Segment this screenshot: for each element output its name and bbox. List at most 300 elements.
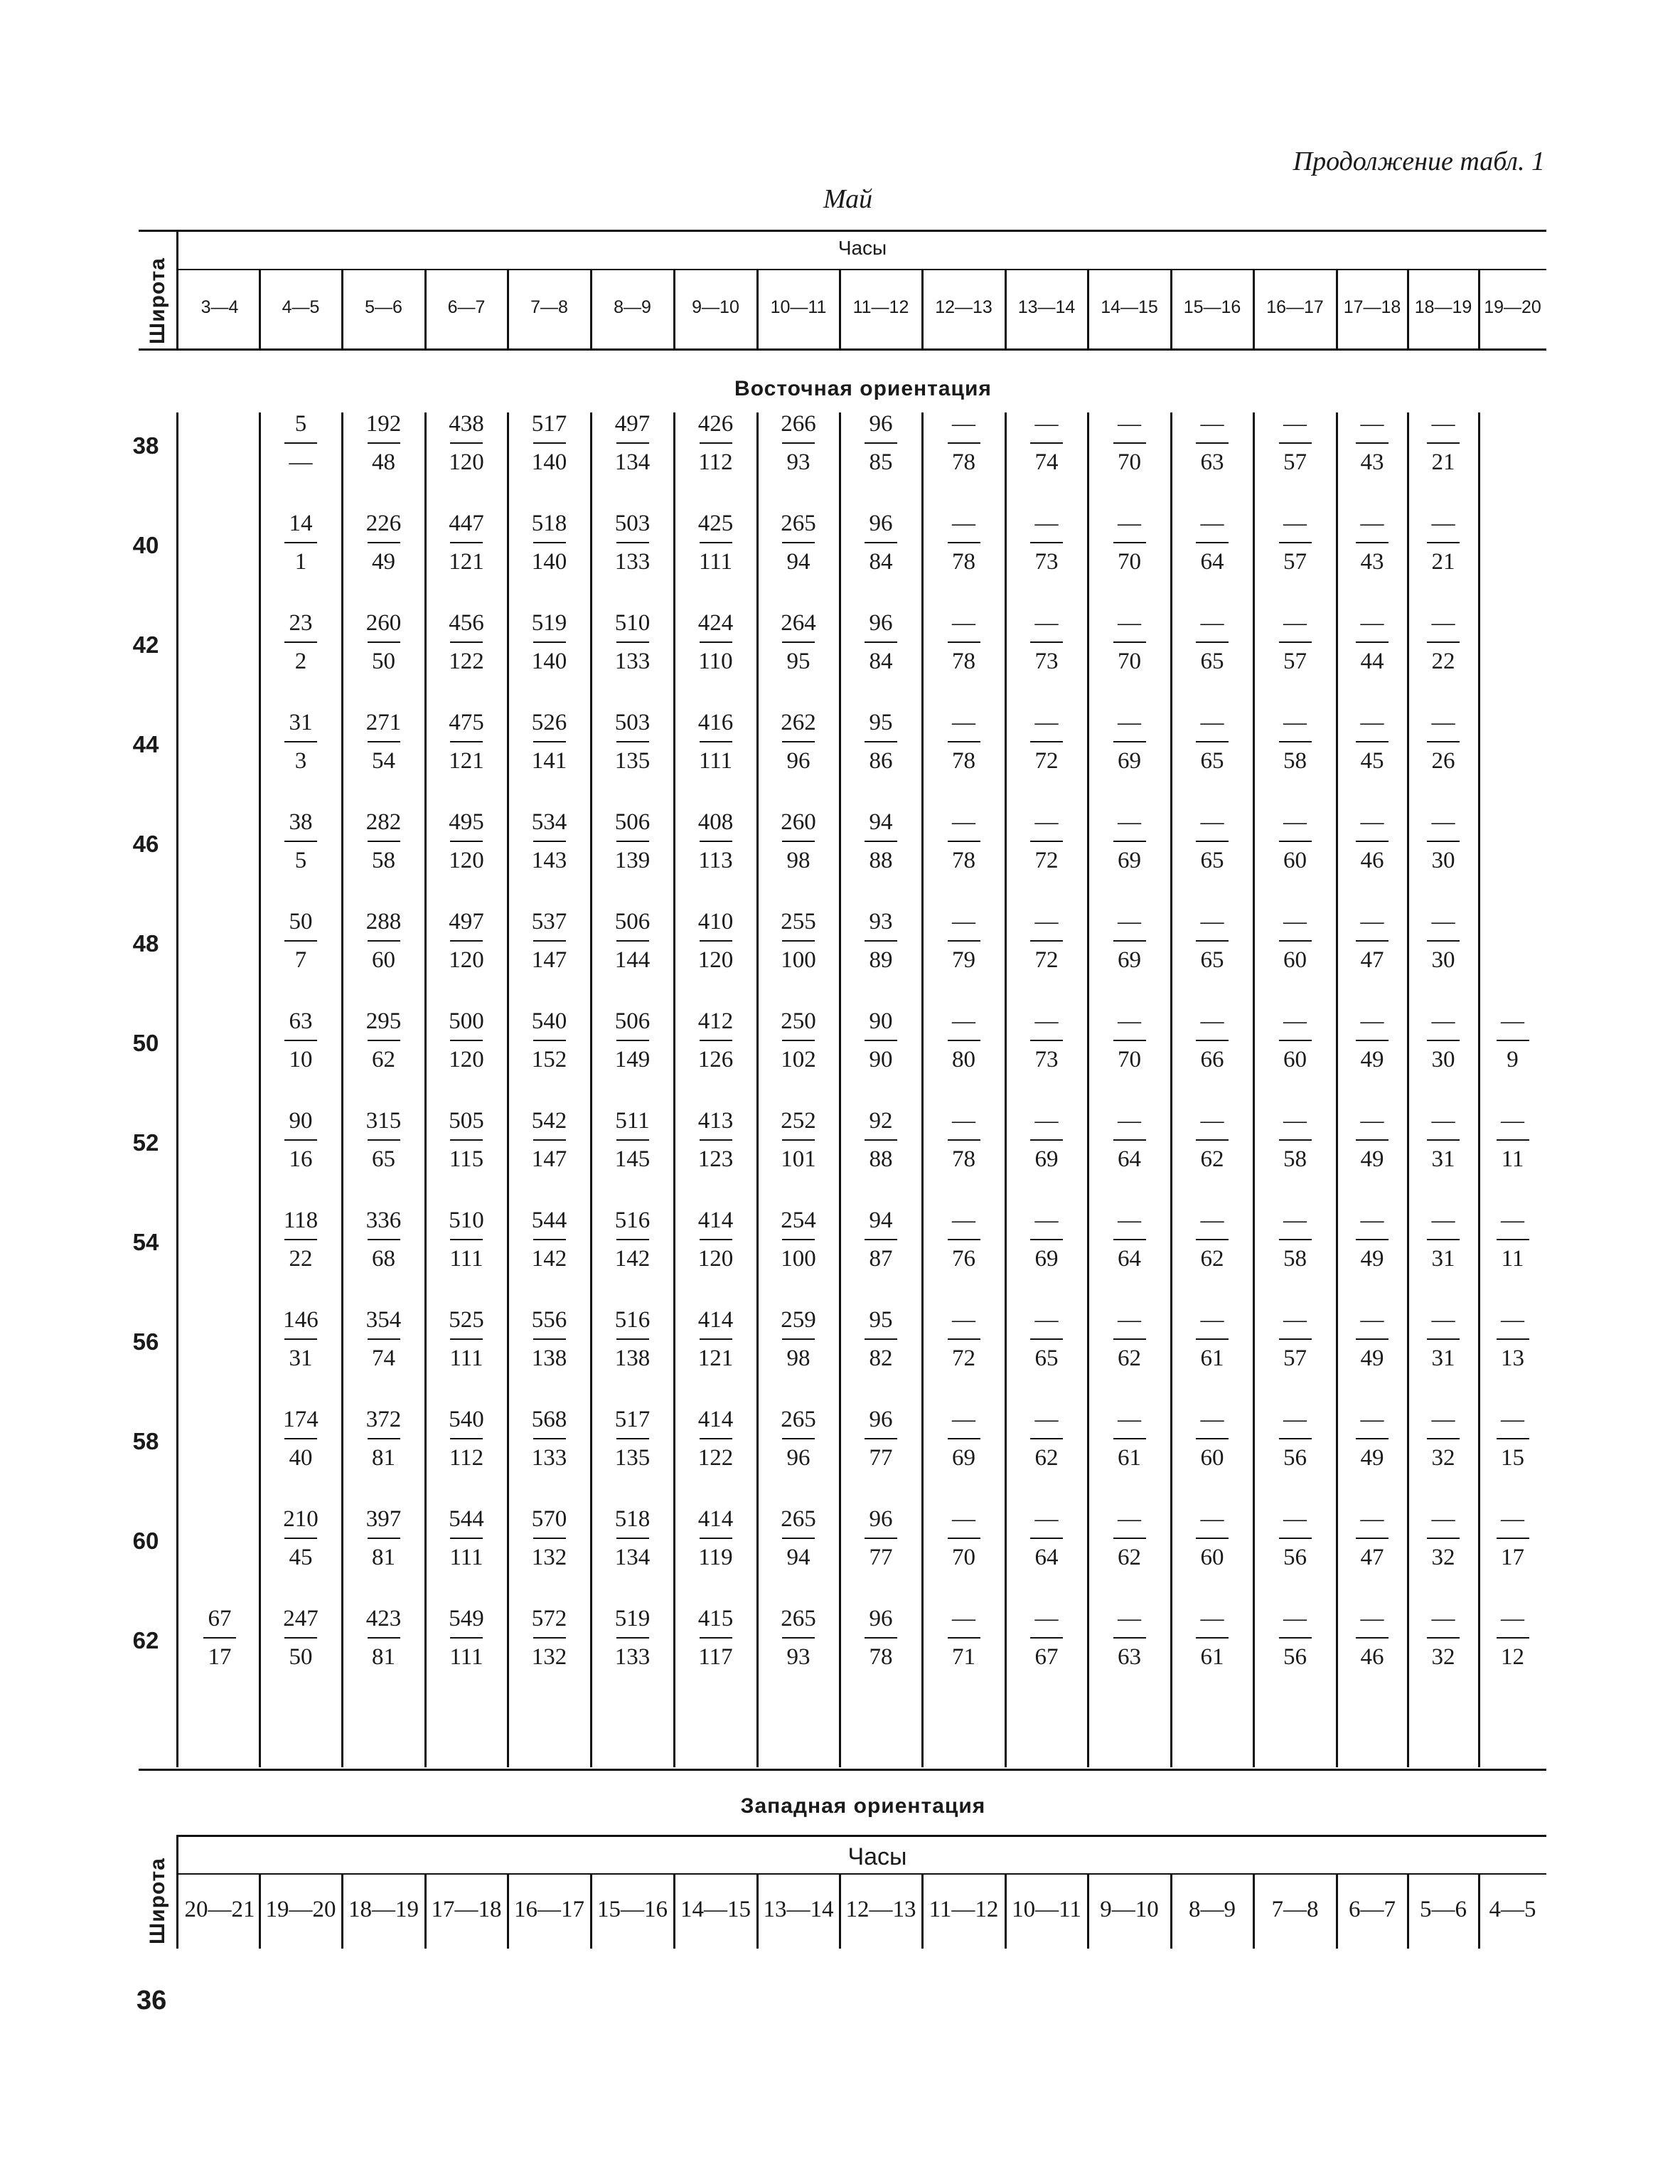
table-cell-fraction xyxy=(932,711,996,775)
table-cell-fraction xyxy=(932,612,996,676)
fraction-bar xyxy=(368,1538,400,1539)
fraction-bar xyxy=(1497,1139,1529,1141)
table-cell-fraction xyxy=(1015,1109,1079,1173)
table-cell-fraction xyxy=(434,1408,498,1472)
cell-denominator: 40 xyxy=(289,1445,313,1471)
fraction-bar xyxy=(782,1139,815,1141)
cell-denominator: 100 xyxy=(781,947,816,973)
cell-denominator: 126 xyxy=(697,1047,734,1072)
fraction-bar xyxy=(1113,1139,1146,1141)
fraction-bar xyxy=(450,940,483,942)
fraction-bar xyxy=(700,741,732,742)
fraction-bar xyxy=(1196,442,1229,444)
cell-denominator: 49 xyxy=(1360,1047,1384,1072)
table-cell-fraction xyxy=(766,1309,830,1373)
cell-denominator: 50 xyxy=(372,649,395,674)
west-column-header: 8—9 xyxy=(1189,1897,1236,1922)
west-column-header: 14—15 xyxy=(680,1897,751,1922)
cell-numerator: 544 xyxy=(531,1208,567,1233)
cell-numerator: 475 xyxy=(449,710,484,735)
cell-denominator: 16 xyxy=(289,1146,313,1172)
fraction-bar xyxy=(533,1239,566,1240)
lat-divider xyxy=(176,231,178,348)
table-cell-fraction xyxy=(932,1508,996,1572)
fraction-bar xyxy=(700,1338,732,1340)
fraction-bar xyxy=(782,1538,815,1539)
table-cell-fraction xyxy=(1481,1209,1545,1273)
cell-denominator: 145 xyxy=(614,1146,651,1172)
cell-numerator: — xyxy=(952,1407,975,1432)
cell-denominator: 147 xyxy=(531,947,567,973)
table-cell-fraction xyxy=(1015,412,1079,476)
cell-denominator: 45 xyxy=(289,1545,313,1570)
cell-denominator: 65 xyxy=(1200,848,1224,873)
cell-numerator: — xyxy=(1034,1407,1059,1432)
cell-numerator: — xyxy=(1501,1008,1524,1034)
table-cell-fraction xyxy=(766,1508,830,1572)
cell-numerator: 412 xyxy=(697,1008,734,1034)
cell-numerator: 438 xyxy=(449,411,484,437)
table-cell-fraction xyxy=(352,910,416,974)
cell-numerator: 519 xyxy=(531,610,567,636)
fraction-bar xyxy=(1113,542,1146,543)
cell-numerator: — xyxy=(952,411,975,437)
cell-denominator: 60 xyxy=(372,947,395,973)
cell-numerator: — xyxy=(952,1208,975,1233)
table-cell-fraction xyxy=(766,811,830,875)
cell-denominator: 98 xyxy=(786,1346,810,1371)
table-cell-fraction xyxy=(684,1109,748,1173)
cell-denominator: 141 xyxy=(531,748,567,774)
cell-numerator: 425 xyxy=(697,511,734,536)
cell-numerator: — xyxy=(1431,1208,1455,1233)
cell-numerator: — xyxy=(1431,809,1455,835)
fraction-bar xyxy=(1427,841,1460,842)
fraction-bar xyxy=(368,1338,400,1340)
cell-numerator: — xyxy=(952,809,975,835)
table-cell-fraction xyxy=(1340,811,1404,875)
fraction-bar xyxy=(1030,641,1063,643)
cell-denominator: 32 xyxy=(1431,1445,1455,1471)
west-lat-header: Широта xyxy=(146,1858,169,1944)
cell-denominator: 62 xyxy=(1200,1146,1224,1172)
fraction-bar xyxy=(1113,1637,1146,1639)
table-cell-fraction xyxy=(1263,612,1327,676)
fraction-bar xyxy=(1497,1438,1529,1439)
cell-denominator: 58 xyxy=(372,848,395,873)
fraction-bar xyxy=(284,741,317,742)
cell-denominator: 78 xyxy=(952,748,975,774)
cell-numerator: — xyxy=(1431,610,1455,636)
fraction-bar xyxy=(616,1637,649,1639)
fraction-bar xyxy=(1427,1040,1460,1041)
column-header: 9—10 xyxy=(692,297,739,317)
cell-numerator: — xyxy=(1360,411,1384,437)
hours-header: Часы xyxy=(838,237,887,259)
cell-denominator: 67 xyxy=(1034,1644,1059,1670)
cell-denominator: 138 xyxy=(531,1346,567,1371)
cell-numerator: 94 xyxy=(869,809,893,835)
cell-denominator: 121 xyxy=(449,549,484,575)
table-cell-fraction xyxy=(1015,1408,1079,1472)
cell-denominator: 96 xyxy=(786,1445,810,1471)
fraction-bar xyxy=(368,542,400,543)
fraction-bar xyxy=(700,1040,732,1041)
cell-numerator: — xyxy=(1118,1506,1141,1532)
cell-denominator: 111 xyxy=(698,748,733,774)
fraction-bar xyxy=(1196,741,1229,742)
table-cell-fraction xyxy=(1015,711,1079,775)
fraction-bar xyxy=(284,1438,317,1439)
table-cell-fraction xyxy=(601,612,665,676)
fraction-bar xyxy=(616,1040,649,1041)
fraction-bar xyxy=(616,1538,649,1539)
column-header: 11—12 xyxy=(852,297,909,317)
column-header: 5—6 xyxy=(365,297,402,317)
table-cell-fraction xyxy=(1263,412,1327,476)
table-cell-fraction xyxy=(601,1607,665,1671)
west-lat-divider xyxy=(176,1835,178,1949)
table-cell-fraction xyxy=(1340,910,1404,974)
fraction-bar xyxy=(782,1637,815,1639)
table-cell-fraction xyxy=(1481,1408,1545,1472)
cell-denominator: 86 xyxy=(869,748,893,774)
fraction-bar xyxy=(782,1040,815,1041)
table-cell-fraction xyxy=(269,1508,333,1572)
cell-denominator: 94 xyxy=(786,1545,810,1570)
cell-denominator: 142 xyxy=(614,1246,651,1272)
cell-denominator: 77 xyxy=(869,1445,893,1471)
column-header: 13—14 xyxy=(1017,297,1076,317)
fraction-bar xyxy=(1356,1040,1389,1041)
fraction-bar xyxy=(1356,1338,1389,1340)
table-cell-fraction xyxy=(518,1109,582,1173)
table-cell-fraction xyxy=(1015,910,1079,974)
cell-numerator: — xyxy=(1283,809,1307,835)
fraction-bar xyxy=(1279,1538,1312,1539)
table-cell-fraction xyxy=(269,1010,333,1074)
cell-denominator: 46 xyxy=(1360,1644,1384,1670)
cell-denominator: 65 xyxy=(1200,947,1224,973)
fraction-bar xyxy=(533,542,566,543)
fraction-bar xyxy=(616,940,649,942)
cell-denominator: 66 xyxy=(1200,1047,1224,1072)
table-cell-fraction xyxy=(352,1607,416,1671)
table-cell-fraction xyxy=(269,1209,333,1273)
cell-denominator: 72 xyxy=(952,1346,975,1371)
fraction-bar xyxy=(948,1637,980,1639)
table-cell-fraction xyxy=(932,1607,996,1671)
cell-denominator: 30 xyxy=(1431,947,1455,973)
table-cell-fraction xyxy=(1263,512,1327,576)
body-column-divider xyxy=(507,412,509,1767)
cell-numerator: — xyxy=(1431,1407,1455,1432)
fraction-bar xyxy=(1030,1438,1063,1439)
cell-denominator: 84 xyxy=(869,549,893,575)
table-cell-fraction xyxy=(269,412,333,476)
table-cell-fraction xyxy=(518,512,582,576)
cell-denominator: 32 xyxy=(1431,1545,1455,1570)
fraction-bar xyxy=(1196,1637,1229,1639)
table-cell-fraction xyxy=(849,412,913,476)
table-cell-fraction xyxy=(849,1010,913,1074)
cell-numerator: — xyxy=(1034,1307,1059,1333)
fraction-bar xyxy=(1030,442,1063,444)
cell-numerator: 572 xyxy=(531,1606,567,1631)
table-cell-fraction xyxy=(518,811,582,875)
fraction-bar xyxy=(1356,641,1389,643)
fraction-bar xyxy=(782,741,815,742)
fraction-bar xyxy=(700,1438,732,1439)
fraction-bar xyxy=(368,1438,400,1439)
cell-denominator: 32 xyxy=(1431,1644,1455,1670)
fraction-bar xyxy=(1427,1538,1460,1539)
cell-denominator: 62 xyxy=(1118,1346,1141,1371)
cell-denominator: 69 xyxy=(1118,748,1141,774)
fraction-bar xyxy=(284,1139,317,1141)
cell-denominator: 15 xyxy=(1501,1445,1524,1471)
cell-numerator: — xyxy=(1200,710,1224,735)
body-column-divider xyxy=(259,412,261,1767)
table-cell-fraction xyxy=(932,1209,996,1273)
cell-denominator: 10 xyxy=(289,1047,313,1072)
cell-denominator: 70 xyxy=(1118,1047,1141,1072)
cell-numerator: 519 xyxy=(614,1606,651,1631)
cell-denominator: 78 xyxy=(869,1644,893,1670)
cell-numerator: 517 xyxy=(531,411,567,437)
fraction-bar xyxy=(865,1040,897,1041)
cell-numerator: 526 xyxy=(531,710,567,735)
cell-denominator: 93 xyxy=(786,449,810,475)
fraction-bar xyxy=(865,1438,897,1439)
cell-denominator: 74 xyxy=(1034,449,1059,475)
cell-denominator: 65 xyxy=(1034,1346,1059,1371)
cell-denominator: 135 xyxy=(614,1445,651,1471)
table-cell-fraction xyxy=(434,1309,498,1373)
table-cell-fraction xyxy=(1340,512,1404,576)
cell-denominator: 69 xyxy=(1118,848,1141,873)
cell-denominator: 49 xyxy=(1360,1346,1384,1371)
table-cell-fraction xyxy=(766,1408,830,1472)
cell-numerator: 63 xyxy=(289,1008,313,1034)
table-cell-fraction xyxy=(766,412,830,476)
column-header: 12—13 xyxy=(935,297,993,317)
fraction-bar xyxy=(948,1538,980,1539)
table-cell-fraction xyxy=(684,910,748,974)
cell-denominator: 122 xyxy=(697,1445,734,1471)
cell-numerator: — xyxy=(1501,1108,1524,1134)
table-cell-fraction xyxy=(269,1309,333,1373)
cell-denominator: 79 xyxy=(952,947,975,973)
cell-numerator: 192 xyxy=(365,411,402,437)
table-cell-fraction xyxy=(1263,1607,1327,1671)
cell-denominator: 72 xyxy=(1034,848,1059,873)
table-cell-fraction xyxy=(269,1408,333,1472)
east-orientation-title: Восточная ориентация xyxy=(734,377,992,400)
fraction-bar xyxy=(1356,442,1389,444)
fraction-bar xyxy=(948,1338,980,1340)
table-cell-fraction xyxy=(1098,1309,1162,1373)
cell-denominator: 93 xyxy=(786,1644,810,1670)
table-cell-fraction xyxy=(1481,1607,1545,1671)
fraction-bar xyxy=(782,1338,815,1340)
cell-numerator: 568 xyxy=(531,1407,567,1432)
fraction-bar xyxy=(1427,1438,1460,1439)
cell-denominator: 111 xyxy=(449,1346,483,1371)
table-cell-fraction xyxy=(1411,1010,1475,1074)
cell-denominator: 111 xyxy=(449,1545,483,1570)
column-header: 7—8 xyxy=(530,297,568,317)
table-cell-fraction xyxy=(849,1408,913,1472)
table-cell-fraction xyxy=(766,1109,830,1173)
cell-numerator: 265 xyxy=(781,1506,816,1532)
table-cell-fraction xyxy=(1411,1109,1475,1173)
fraction-bar xyxy=(203,1637,236,1639)
table-cell-fraction xyxy=(766,1209,830,1273)
cell-denominator: 46 xyxy=(1360,848,1384,873)
table-cell-fraction xyxy=(849,1309,913,1373)
cell-numerator: — xyxy=(1283,610,1307,636)
cell-numerator: 549 xyxy=(449,1606,484,1631)
column-header: 16—17 xyxy=(1266,297,1324,317)
cell-numerator: — xyxy=(1200,809,1224,835)
fraction-bar xyxy=(1279,1338,1312,1340)
cell-denominator: 56 xyxy=(1283,1445,1307,1471)
table-cell-fraction xyxy=(269,711,333,775)
fraction-bar xyxy=(284,1338,317,1340)
fraction-bar xyxy=(948,841,980,842)
cell-denominator: 112 xyxy=(698,449,733,475)
west-column-header: 17—18 xyxy=(431,1897,502,1922)
table-cell-fraction xyxy=(849,711,913,775)
fraction-bar xyxy=(700,1637,732,1639)
cell-numerator: — xyxy=(1118,710,1141,735)
fraction-bar xyxy=(1196,1139,1229,1141)
cell-denominator: 120 xyxy=(449,449,484,475)
cell-numerator: 14 xyxy=(289,511,313,536)
column-header: 6—7 xyxy=(447,297,486,317)
cell-numerator: — xyxy=(1200,1407,1224,1432)
cell-denominator: 5 xyxy=(294,848,307,873)
table-cell-fraction xyxy=(518,1309,582,1373)
cell-numerator: — xyxy=(1118,1407,1141,1432)
fraction-bar xyxy=(450,442,483,444)
table-cell-fraction xyxy=(601,1010,665,1074)
cell-denominator: 65 xyxy=(1200,649,1224,674)
cell-numerator: — xyxy=(1118,1208,1141,1233)
cell-denominator: 147 xyxy=(531,1146,567,1172)
cell-denominator: 50 xyxy=(289,1644,313,1670)
header-top-rule xyxy=(139,230,1546,232)
cell-denominator: 78 xyxy=(952,848,975,873)
cell-numerator: — xyxy=(1118,511,1141,536)
hours-rule xyxy=(178,269,1546,270)
cell-denominator: 69 xyxy=(1034,1146,1059,1172)
table-cell-fraction xyxy=(352,1010,416,1074)
cell-denominator: 45 xyxy=(1360,748,1384,774)
cell-denominator: 60 xyxy=(1283,947,1307,973)
fraction-bar xyxy=(782,1438,815,1439)
cell-numerator: — xyxy=(1118,809,1141,835)
cell-numerator: 67 xyxy=(208,1606,232,1631)
cell-numerator: 540 xyxy=(449,1407,484,1432)
cell-numerator: 423 xyxy=(365,1606,402,1631)
cell-numerator: 426 xyxy=(697,411,734,437)
west-column-header: 19—20 xyxy=(265,1897,336,1922)
table-cell-fraction xyxy=(932,1109,996,1173)
cell-denominator: 112 xyxy=(449,1445,484,1471)
cell-denominator: 94 xyxy=(786,549,810,575)
fraction-bar xyxy=(948,1040,980,1041)
cell-numerator: 516 xyxy=(614,1307,651,1333)
cell-numerator: 96 xyxy=(869,610,893,636)
cell-numerator: 336 xyxy=(365,1208,402,1233)
west-header-top-rule xyxy=(178,1835,1546,1837)
cell-denominator: 7 xyxy=(294,947,307,973)
table-cell-fraction xyxy=(1411,811,1475,875)
cell-numerator: 570 xyxy=(531,1506,567,1532)
table-cell-fraction xyxy=(684,811,748,875)
cell-numerator: 416 xyxy=(697,710,734,735)
fraction-bar xyxy=(1497,1040,1529,1041)
fraction-bar xyxy=(1279,1637,1312,1639)
cell-denominator: 140 xyxy=(531,649,567,674)
table-cell-fraction xyxy=(1411,612,1475,676)
cell-numerator: — xyxy=(1200,1208,1224,1233)
fraction-bar xyxy=(782,841,815,842)
fraction-bar xyxy=(1030,1239,1063,1240)
body-column-divider xyxy=(424,412,427,1767)
cell-numerator: — xyxy=(1360,511,1384,536)
cell-numerator: — xyxy=(952,1008,975,1034)
cell-denominator: — xyxy=(289,449,313,475)
fraction-bar xyxy=(1356,1637,1389,1639)
cell-denominator: 2 xyxy=(294,649,307,674)
table-cell-fraction xyxy=(434,1010,498,1074)
fraction-bar xyxy=(1427,1139,1460,1141)
latitude-label: 42 xyxy=(132,632,159,658)
cell-denominator: 111 xyxy=(449,1644,483,1670)
table-cell-fraction xyxy=(352,811,416,875)
fraction-bar xyxy=(284,1239,317,1240)
cell-numerator: 96 xyxy=(869,411,893,437)
cell-numerator: 23 xyxy=(289,610,313,636)
cell-denominator: 95 xyxy=(786,649,810,674)
fraction-bar xyxy=(368,1637,400,1639)
latitude-label: 54 xyxy=(132,1229,159,1255)
cell-denominator: 56 xyxy=(1283,1545,1307,1570)
west-column-header: 12—13 xyxy=(845,1897,916,1922)
fraction-bar xyxy=(700,1139,732,1141)
cell-numerator: — xyxy=(1034,710,1059,735)
body-column-divider xyxy=(590,412,592,1767)
cell-denominator: 63 xyxy=(1200,449,1224,475)
table-cell-fraction xyxy=(1015,811,1079,875)
fraction-bar xyxy=(1030,841,1063,842)
table-cell-fraction xyxy=(1481,1109,1545,1173)
fraction-bar xyxy=(284,442,317,444)
table-cell-fraction xyxy=(1180,1010,1244,1074)
cell-numerator: — xyxy=(1360,610,1384,636)
fraction-bar xyxy=(1196,841,1229,842)
cell-denominator: 140 xyxy=(531,549,567,575)
cell-denominator: 78 xyxy=(952,1146,975,1172)
fraction-bar xyxy=(1196,1338,1229,1340)
table-cell-fraction xyxy=(1098,1508,1162,1572)
table-cell-fraction xyxy=(269,1109,333,1173)
cell-denominator: 21 xyxy=(1431,549,1455,575)
fraction-bar xyxy=(1427,741,1460,742)
